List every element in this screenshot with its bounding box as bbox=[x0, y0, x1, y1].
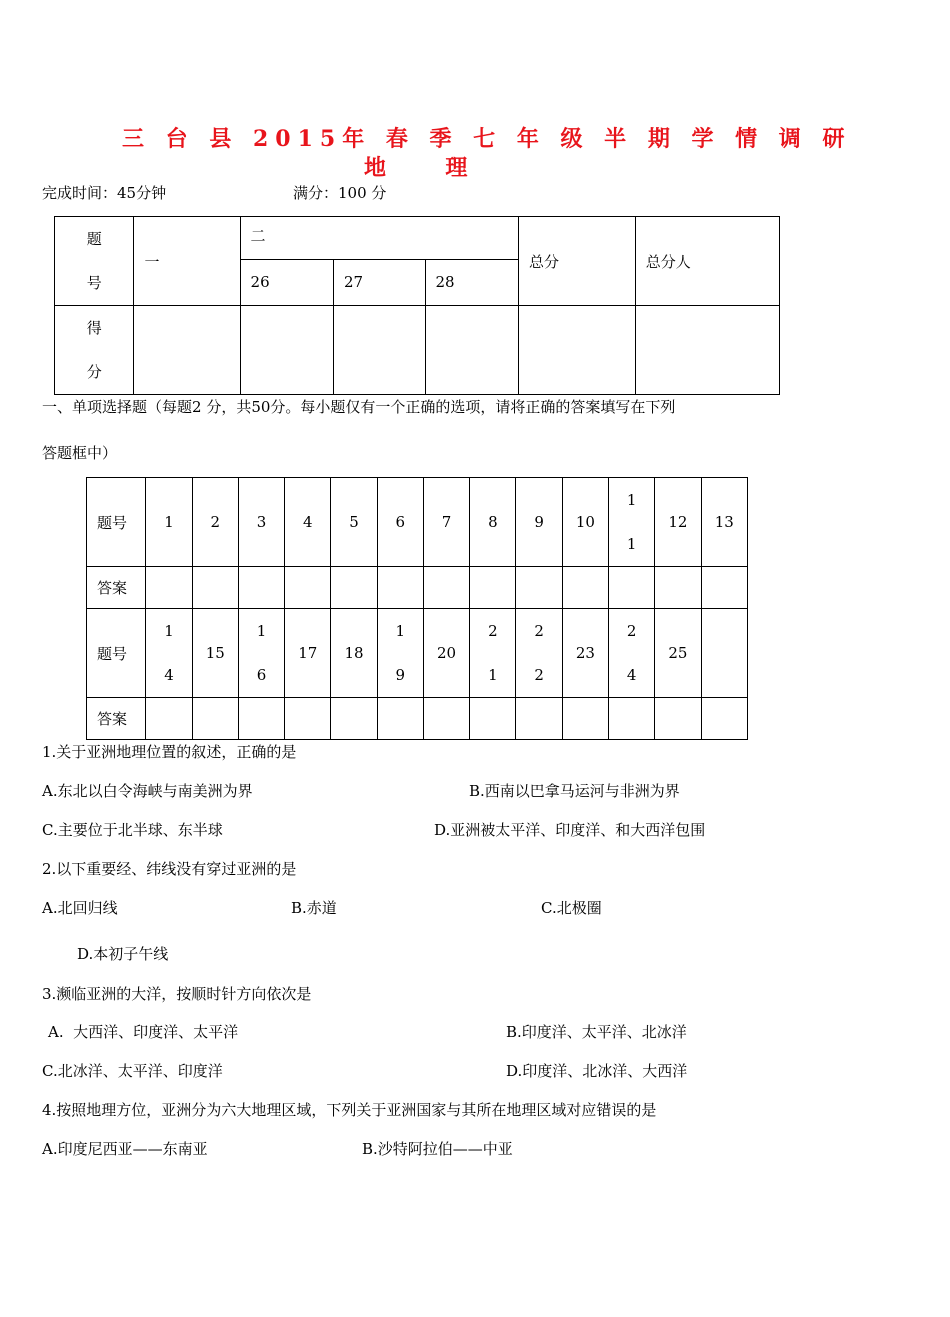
answer-cell[interactable] bbox=[516, 698, 562, 740]
score-row-defen bbox=[55, 306, 134, 395]
answer-cell[interactable] bbox=[470, 698, 516, 740]
score-cell-one[interactable] bbox=[134, 306, 240, 395]
question-number: 25 bbox=[668, 644, 688, 662]
question-3-option-d: D.印度洋、北冰洋、大西洋 bbox=[506, 1062, 688, 1080]
answer-table-row bbox=[87, 698, 748, 740]
score-header-one: 一 bbox=[134, 217, 240, 306]
score-table bbox=[54, 216, 780, 395]
question-number: 20 bbox=[437, 644, 457, 662]
tihao-top: 题 bbox=[86, 230, 102, 248]
question-number: 2 4 bbox=[626, 622, 637, 684]
answer-cell[interactable] bbox=[146, 567, 192, 609]
answer-table-row bbox=[87, 609, 748, 698]
answer-cell[interactable] bbox=[377, 567, 423, 609]
question-number: 1 4 bbox=[164, 622, 174, 684]
answer-cell[interactable] bbox=[562, 567, 608, 609]
question-3-option-a: A. 大西洋、印度洋、太平洋 bbox=[48, 1023, 239, 1041]
question-3: 3.濒临亚洲的大洋，按顺时针方向依次是 bbox=[42, 985, 312, 1003]
question-number: 23 bbox=[575, 644, 595, 662]
question-number: 3 bbox=[256, 513, 267, 531]
question-number: 9 bbox=[534, 513, 544, 531]
answer-cell[interactable] bbox=[331, 698, 377, 740]
answer-cell[interactable] bbox=[377, 698, 423, 740]
tihao-bottom: 号 bbox=[86, 274, 102, 292]
answer-cell[interactable] bbox=[701, 567, 747, 609]
answer-cell[interactable] bbox=[701, 698, 747, 740]
question-number: 4 bbox=[303, 513, 313, 531]
answer-cell[interactable] bbox=[285, 698, 331, 740]
question-number: 18 bbox=[344, 644, 364, 662]
score-cell-27[interactable] bbox=[334, 306, 426, 395]
answer-cell[interactable] bbox=[238, 567, 284, 609]
question-1-option-c: C.主要位于北半球、东半球 bbox=[42, 821, 223, 839]
question-2-option-b: B.赤道 bbox=[291, 899, 337, 917]
question-number: 15 bbox=[205, 644, 225, 662]
question-1: 1.关于亚洲地理位置的叙述，正确的是 bbox=[42, 743, 297, 761]
question-number: 17 bbox=[298, 644, 318, 662]
score-header-28: 28 bbox=[425, 259, 518, 305]
score-cell-26[interactable] bbox=[240, 306, 333, 395]
question-number: 12 bbox=[668, 513, 688, 531]
answer-cell[interactable] bbox=[423, 698, 469, 740]
section1-instructions-line2: 答题框中） bbox=[42, 444, 118, 462]
daan-label: 答案 bbox=[87, 567, 146, 609]
question-3-option-b: B.印度洋、太平洋、北冰洋 bbox=[506, 1023, 687, 1041]
score-cell-28[interactable] bbox=[425, 306, 518, 395]
defen-top: 得 bbox=[86, 319, 102, 337]
question-number: 13 bbox=[714, 513, 734, 531]
exam-time: 完成时间：45分钟 bbox=[42, 184, 167, 202]
question-number: 7 bbox=[441, 513, 452, 531]
answer-cell[interactable] bbox=[192, 698, 238, 740]
answer-cell[interactable] bbox=[470, 567, 516, 609]
question-1-option-a: A.东北以白令海峡与南美洲为界 bbox=[42, 782, 253, 800]
answer-table bbox=[86, 477, 748, 740]
answer-table-row bbox=[87, 478, 748, 567]
answer-cell[interactable] bbox=[609, 698, 655, 740]
question-number: 2 1 bbox=[488, 622, 498, 684]
question-2-option-c: C.北极圈 bbox=[541, 899, 602, 917]
answer-cell[interactable] bbox=[238, 698, 284, 740]
question-1-option-d: D.亚洲被太平洋、印度洋、和大西洋包围 bbox=[434, 821, 706, 839]
score-cell-total-person[interactable] bbox=[635, 306, 779, 395]
question-2-option-a: A.北回归线 bbox=[42, 899, 118, 917]
exam-full-score: 满分：100 分 bbox=[293, 184, 387, 202]
question-number: 1 6 bbox=[256, 622, 267, 684]
question-number: 5 bbox=[349, 513, 359, 531]
daan-label: 答案 bbox=[87, 698, 146, 740]
question-number: 6 bbox=[395, 513, 406, 531]
defen-bottom: 分 bbox=[86, 363, 102, 381]
score-header-total: 总分 bbox=[518, 217, 635, 306]
section1-instructions-line1: 一、单项选择题（每题2 分，共50分。每小题仅有一个正确的选项，请将正确的答案填写在下列 bbox=[42, 398, 676, 416]
score-header-two: 二 bbox=[240, 217, 518, 260]
answer-table-row bbox=[87, 567, 748, 609]
exam-subject bbox=[364, 151, 467, 182]
answer-cell[interactable] bbox=[609, 567, 655, 609]
score-header-total-person: 总分人 bbox=[635, 217, 779, 306]
question-number: 2 2 bbox=[534, 622, 544, 684]
question-number: 8 bbox=[488, 513, 498, 531]
score-header-27: 27 bbox=[334, 259, 426, 305]
answer-cell[interactable] bbox=[562, 698, 608, 740]
answer-cell[interactable] bbox=[192, 567, 238, 609]
question-2: 2.以下重要经、纬线没有穿过亚洲的是 bbox=[42, 860, 297, 878]
score-header-tihao bbox=[55, 217, 134, 306]
answer-cell[interactable] bbox=[146, 698, 192, 740]
answer-cell[interactable] bbox=[331, 567, 377, 609]
answer-cell[interactable] bbox=[655, 567, 701, 609]
answer-cell[interactable] bbox=[516, 567, 562, 609]
question-4-option-a: A.印度尼西亚——东南亚 bbox=[42, 1140, 208, 1158]
answer-cell[interactable] bbox=[423, 567, 469, 609]
question-number: 2 bbox=[210, 513, 221, 531]
question-1-option-b: B.西南以巴拿马运河与非洲为界 bbox=[469, 782, 680, 800]
question-2-option-d: D.本初子午线 bbox=[77, 945, 169, 963]
subject-char-2: 理 bbox=[445, 155, 468, 181]
answer-cell[interactable] bbox=[285, 567, 331, 609]
score-header-26: 26 bbox=[240, 259, 333, 305]
question-number: 1 9 bbox=[395, 622, 406, 684]
question-3-option-c: C.北冰洋、太平洋、印度洋 bbox=[42, 1062, 223, 1080]
tihao-label: 题号 bbox=[87, 609, 146, 698]
question-number: 1 1 bbox=[626, 491, 637, 553]
exam-title: 三 台 县 2015年 春 季 七 年 级 半 期 学 情 调 研 bbox=[122, 126, 852, 152]
tihao-label: 题号 bbox=[87, 478, 146, 567]
subject-char-1: 地 bbox=[364, 155, 387, 181]
answer-cell[interactable] bbox=[655, 698, 701, 740]
score-cell-total[interactable] bbox=[518, 306, 635, 395]
question-number: 10 bbox=[575, 513, 595, 531]
question-number: 1 bbox=[164, 513, 174, 531]
question-4: 4.按照地理方位，亚洲分为六大地理区域，下列关于亚洲国家与其所在地理区域对应错误的是 bbox=[42, 1101, 657, 1119]
question-4-option-b: B.沙特阿拉伯——中亚 bbox=[362, 1140, 513, 1158]
